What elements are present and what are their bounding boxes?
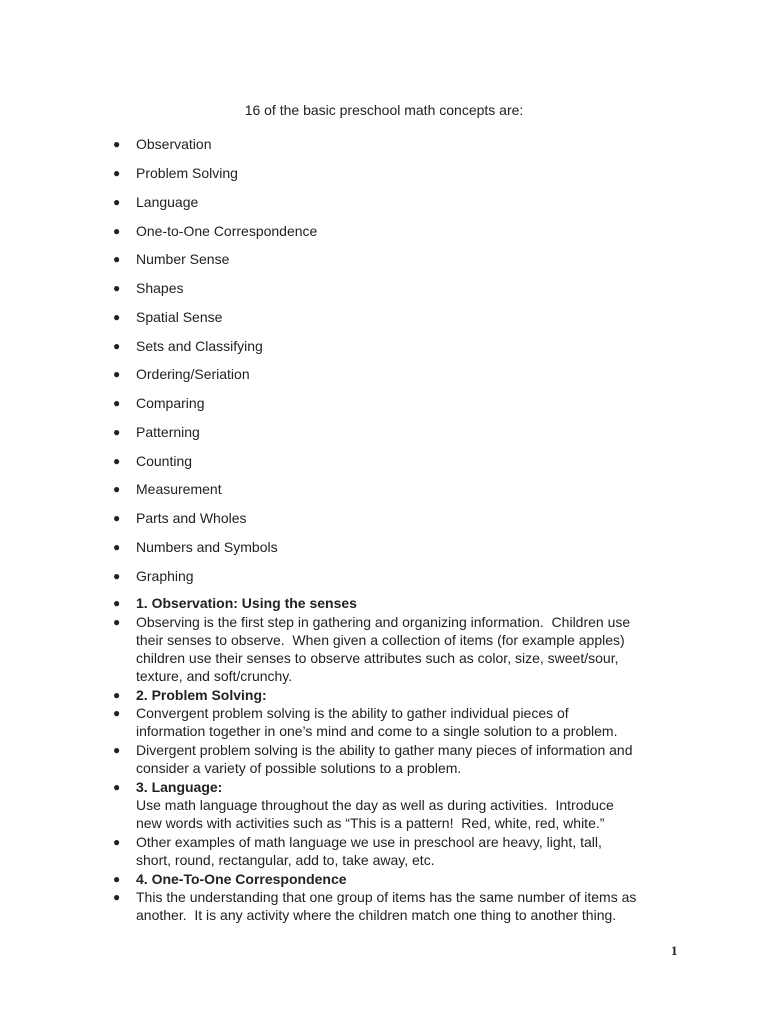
list-item: [0, 364, 768, 384]
concept-label: Shapes: [136, 280, 184, 296]
concept-label: Problem Solving: [136, 165, 238, 181]
bullet-icon: ●: [113, 367, 121, 381]
observation-text-line: texture, and soft/crunchy.: [136, 668, 293, 684]
bullet-icon: ●: [113, 425, 121, 439]
one-to-one-text-line: This the understanding that one group of items has the same number of items as: [136, 889, 637, 905]
list-item: [0, 278, 768, 298]
bullet-icon: ●: [113, 281, 121, 295]
list-item: [0, 134, 768, 154]
observation-heading: 1. Observation: Using the senses: [136, 595, 357, 611]
bullet-icon: ●: [113, 596, 121, 610]
one-to-one-heading: 4. One-To-One Correspondence: [136, 871, 347, 887]
one-to-one-text-line: another. It is any activity where the children match one thing to another thing.: [136, 907, 617, 923]
concept-label: Observation: [136, 136, 212, 152]
divergent-text-line: Divergent problem solving is the ability to gather many pieces of information and: [136, 742, 633, 758]
concept-label: Comparing: [136, 395, 205, 411]
bullet-icon: ●: [113, 743, 121, 757]
page-number: 1: [671, 943, 678, 958]
concept-label: Counting: [136, 453, 193, 469]
observation-text-line: children use their senses to observe attributes such as color, size, sweet/sour,: [136, 650, 619, 666]
list-item: [0, 508, 768, 528]
list-item: [0, 307, 768, 327]
list-item: [0, 192, 768, 212]
language-text-line: Use math language throughout the day as well as during activities. Introduce: [136, 797, 614, 813]
concept-label: Measurement: [136, 481, 222, 497]
concept-label: Number Sense: [136, 251, 230, 267]
list-item: [0, 393, 768, 413]
bullet-icon: ●: [113, 396, 121, 410]
list-item: [0, 479, 768, 499]
bullet-icon: ●: [113, 310, 121, 324]
observation-text-line: their senses to observe. When given a collection of items (for example apples): [136, 632, 625, 648]
list-item: [0, 249, 768, 269]
bullet-icon: ●: [113, 706, 121, 720]
concept-label: Language: [136, 194, 199, 210]
other-examples-text-line: Other examples of math language we use in preschool are heavy, light, tall,: [136, 834, 602, 850]
concept-label: Numbers and Symbols: [136, 539, 278, 555]
concept-label: Patterning: [136, 424, 200, 440]
convergent-text-line: Convergent problem solving is the ability to gather individual pieces of: [136, 705, 569, 721]
divergent-text-line: consider a variety of possible solutions to a problem.: [136, 760, 462, 776]
bullet-icon: ●: [113, 339, 121, 353]
bullet-icon: ●: [113, 688, 121, 702]
bullet-icon: ●: [113, 835, 121, 849]
list-item: [0, 163, 768, 183]
bullet-icon: ●: [113, 224, 121, 238]
bullet-icon: ●: [113, 569, 121, 583]
bullet-icon: ●: [113, 195, 121, 209]
other-examples-text-line: short, round, rectangular, add to, take away, etc.: [136, 852, 435, 868]
convergent-text-line: information together in one’s mind and come to a single solution to a problem.: [136, 723, 618, 739]
document-title: 16 of the basic preschool math concepts are:: [244, 102, 524, 118]
bullet-icon: ●: [113, 872, 121, 886]
bullet-icon: ●: [113, 890, 121, 904]
concept-label: Parts and Wholes: [136, 510, 247, 526]
bullet-icon: ●: [113, 615, 121, 629]
language-heading: 3. Language:: [136, 779, 223, 795]
concept-label: Ordering/Seriation: [136, 366, 250, 382]
concept-label: Graphing: [136, 568, 194, 584]
bullet-icon: ●: [113, 454, 121, 468]
list-item: [0, 336, 768, 356]
list-item: [0, 221, 768, 241]
problem-solving-heading: 2. Problem Solving:: [136, 687, 267, 703]
concept-label: One-to-One Correspondence: [136, 223, 318, 239]
bullet-icon: ●: [113, 540, 121, 554]
list-item: [0, 537, 768, 557]
concept-label: Spatial Sense: [136, 309, 223, 325]
language-text-line: new words with activities such as “This is a pattern! Red, white, red, white.”: [136, 815, 605, 831]
bullet-icon: ●: [113, 511, 121, 525]
observation-text-line: Observing is the first step in gathering and organizing information. Children use: [136, 614, 631, 630]
bullet-icon: ●: [113, 780, 121, 794]
bullet-icon: ●: [113, 252, 121, 266]
bullet-icon: ●: [113, 137, 121, 151]
bullet-icon: ●: [113, 166, 121, 180]
list-item: [0, 422, 768, 442]
bullet-icon: ●: [113, 482, 121, 496]
list-item: [0, 566, 768, 586]
concept-label: Sets and Classifying: [136, 338, 263, 354]
list-item: [0, 451, 768, 471]
